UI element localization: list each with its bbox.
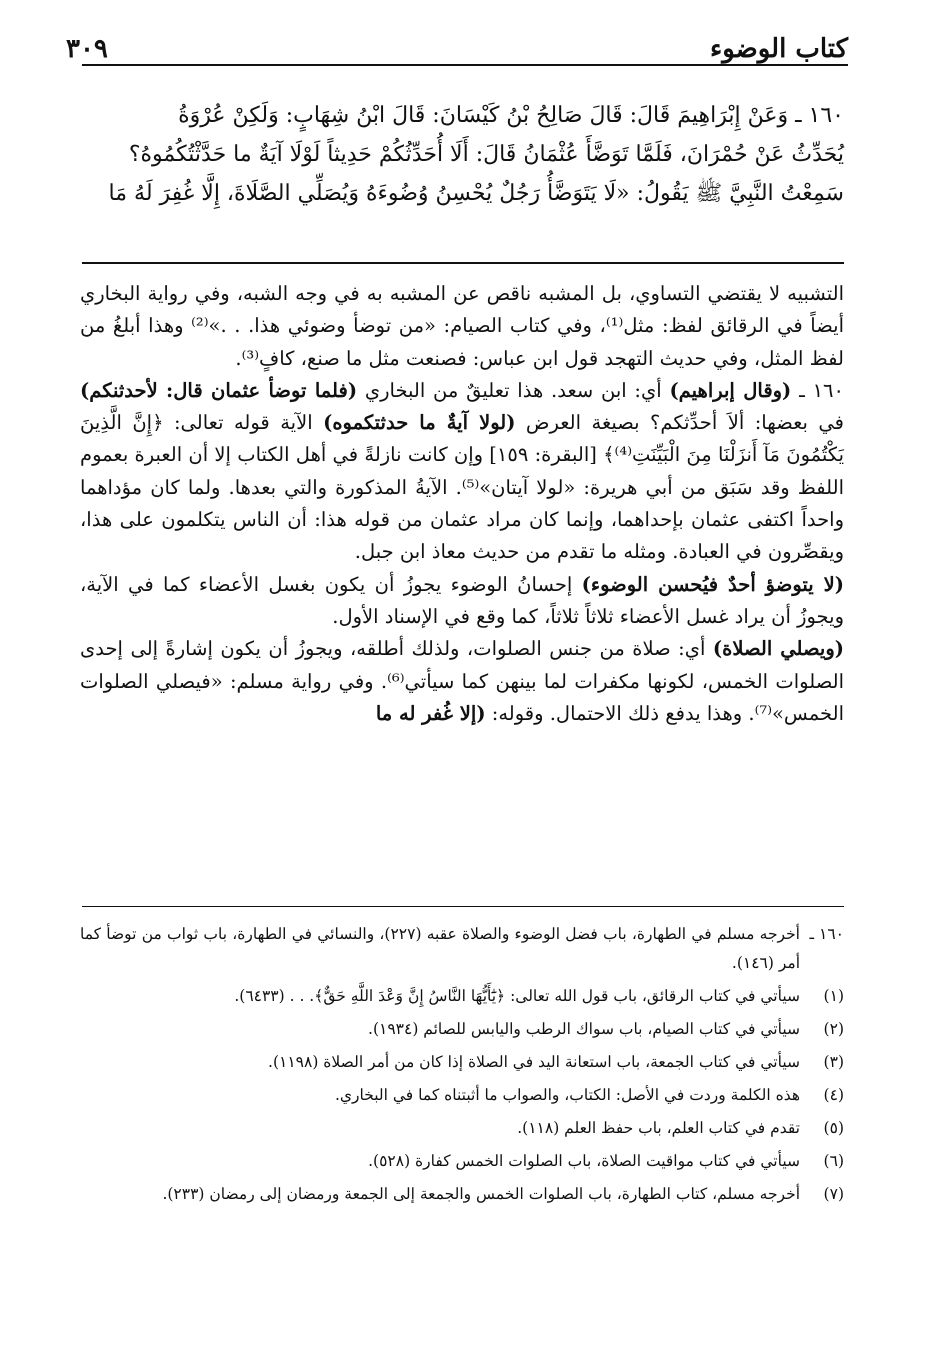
footnote	[80, 920, 844, 978]
footnote	[80, 1180, 844, 1209]
running-header	[66, 26, 848, 66]
footnote	[80, 1048, 844, 1077]
footnote	[80, 1015, 844, 1044]
bold-quote: (لولا آيةٌ ما حدثتكموه)	[323, 411, 516, 435]
commentary-span: أي: صلاة من جنس الصلوات، ولذلك أطلقه، ويجوزُ أن يكون إشارةً إلى إحدى الصلوات الخمس، لكونها مكفرات لما بينهن كما سيأتي⁽⁶⁾. وفي رواية مسلم: «فيصلي الصلوات الخمس»⁽⁷⁾. وهذا يدفع ذلك الاحتمال. وقوله:	[80, 637, 844, 725]
footnote-number: (٦)	[823, 1152, 844, 1170]
section-divider	[82, 262, 844, 264]
footnote-number: (٢)	[823, 1020, 844, 1038]
chapter-title: كتاب الوضوء	[710, 34, 848, 64]
hadith-text	[80, 96, 844, 213]
bold-quote: (ويصلي الصلاة)	[712, 637, 844, 661]
commentary-paragraph	[80, 569, 844, 634]
bold-quote: (فلما توضأ عثمان قال: لأحدثنكم)	[80, 378, 358, 402]
bold-quote: (إلا غُفر له ما	[375, 701, 486, 725]
footnote-text: سيأتي في كتاب الصيام، باب سواك الرطب واليابس للصائم (١٩٣٤).	[368, 1020, 800, 1038]
footnote-divider	[82, 906, 844, 907]
footnote-number: ١٦٠ ـ	[809, 925, 844, 943]
bold-quote: (لا يتوضؤ أحدٌ فيُحسن الوضوء)	[581, 572, 844, 596]
footnote-text: أخرجه مسلم، كتاب الطهارة، باب الصلوات الخمس والجمعة إلى الجمعة ورمضان إلى رمضان (٢٣٣).	[162, 1185, 800, 1203]
hadith-line: يُحَدِّثُ عَنْ حُمْرَانَ، فَلَمَّا تَوَضَّأَ عُثْمَانُ قَالَ: أَلَا أُحَدِّثُكُمْ حَدِيثاً لَوْلَا آيَةٌ ما حَدَّثْتُكُمُوهُ؟	[128, 142, 844, 167]
footnote-text: هذه الكلمة وردت في الأصل: الكتاب، والصواب ما أثبتناه كما في البخاري.	[334, 1086, 800, 1104]
hadith-number: ١٦٠ ـ	[791, 378, 844, 402]
footnote-text: سيأتي في كتاب مواقيت الصلاة، باب الصلوات الخمس كفارة (٥٢٨).	[368, 1152, 800, 1170]
footnotes	[80, 920, 844, 1213]
commentary-span: في بعضها: ألاَ أحدِّثكم؟ بصيغة العرض	[515, 411, 845, 435]
page-number: ٣٠٩	[66, 34, 108, 64]
footnote	[80, 1147, 844, 1176]
header-divider	[82, 64, 848, 66]
commentary-paragraph: التشبيه لا يقتضي التساوي، بل المشبه ناقص عن المشبه به في وجه الشبه، وفي رواية البخاري أيضاً في الرقائق لفظ: مثل⁽¹⁾، وفي كتاب الصيام: «من توضأ وضوئي هذا. . .»⁽²⁾ وهذا أبلغُ من لفظ المثل، وفي حديث التهجد قول ابن عباس: فصنعت مثل ما صنع، كافٍ⁽³⁾.	[80, 282, 844, 370]
footnote-number: (٣)	[823, 1053, 844, 1071]
footnote-text: سيأتي في كتاب الرقائق، باب قول الله تعالى: ﴿يَٰٓأَيُّهَا النَّاسُ إِنَّ وَعْدَ اللَّهِ حَقٌّ﴾. . . (٦٤٣٣).	[234, 987, 800, 1005]
footnote	[80, 1114, 844, 1143]
hadith-line: ١٦٠ ـ وَعَنْ إِبْرَاهِيمَ قَالَ: قَالَ صَالِحُ بْنُ كَيْسَانَ: قَالَ ابْنُ شِهَابٍ: وَلَكِنْ عُرْوَةُ	[178, 103, 844, 128]
footnote-number: (٧)	[823, 1185, 844, 1203]
footnote-text: تقدم في كتاب العلم، باب حفظ العلم (١١٨).	[517, 1119, 800, 1137]
hadith-line: سَمِعْتُ النَّبِيَّ ﷺ يَقُولُ: «لَا يَتَوَضَّأُ رَجُلٌ يُحْسِنُ وُضُوءَهُ وَيُصَلِّي الصَّلَاةَ، إِلَّا غُفِرَ لَهُ مَا	[108, 181, 844, 206]
footnote-number: (٤)	[823, 1086, 844, 1104]
footnote	[80, 982, 844, 1011]
commentary-paragraph	[80, 633, 844, 730]
footnote-text: سيأتي في كتاب الجمعة، باب استعانة اليد في الصلاة إذا كان من أمر الصلاة (١١٩٨).	[268, 1053, 800, 1071]
commentary-paragraph	[80, 375, 844, 569]
footnote-number: (١)	[823, 987, 844, 1005]
footnote-number: (٥)	[823, 1119, 844, 1137]
commentary-span: الآية قوله تعالى: ﴿إِنَّ الَّذِينَ يَكْتُمُونَ مَآ أَنزَلْنَا مِنَ الْبَيِّنَتِ⁽⁴⁾﴾ [البقرة: ١٥٩] وإن كانت نازلةً في أهل الكتاب إلا أن العبرة بعموم اللفظ وقد سَبَق من أبي هريرة: «لولا آيتان»⁽⁵⁾. الآيةُ المذكورة والتي بعدها. ولما كان مؤداهما واحداً اكتفى عثمان بإحداهما، وإنما كان مراد عثمان من قوله هذا: أن الناس يتكلمون على هذا، ويقصِّرون في العبادة. ومثله ما تقدم من حديث معاذ ابن جبل.	[80, 411, 844, 564]
footnote	[80, 1081, 844, 1110]
commentary-span: إحسانُ الوضوء يجوزُ أن يكون بغسل الأعضاء كما في الآية، ويجوزُ أن يراد غسل الأعضاء ثلاثاً ثلاثاً، كما وقع في الإسناد الأول.	[80, 572, 844, 628]
footnote-text: أخرجه مسلم في الطهارة، باب فضل الوضوء والصلاة عقبه (٢٢٧)، والنسائي في الطهارة، باب ثواب من توضأ كما أمر (١٤٦).	[80, 925, 800, 972]
bold-quote: (وقال إبراهيم)	[669, 378, 792, 402]
commentary-span: أي: ابن سعد. هذا تعليقٌ من البخاري	[357, 378, 670, 402]
commentary-text	[80, 278, 844, 730]
